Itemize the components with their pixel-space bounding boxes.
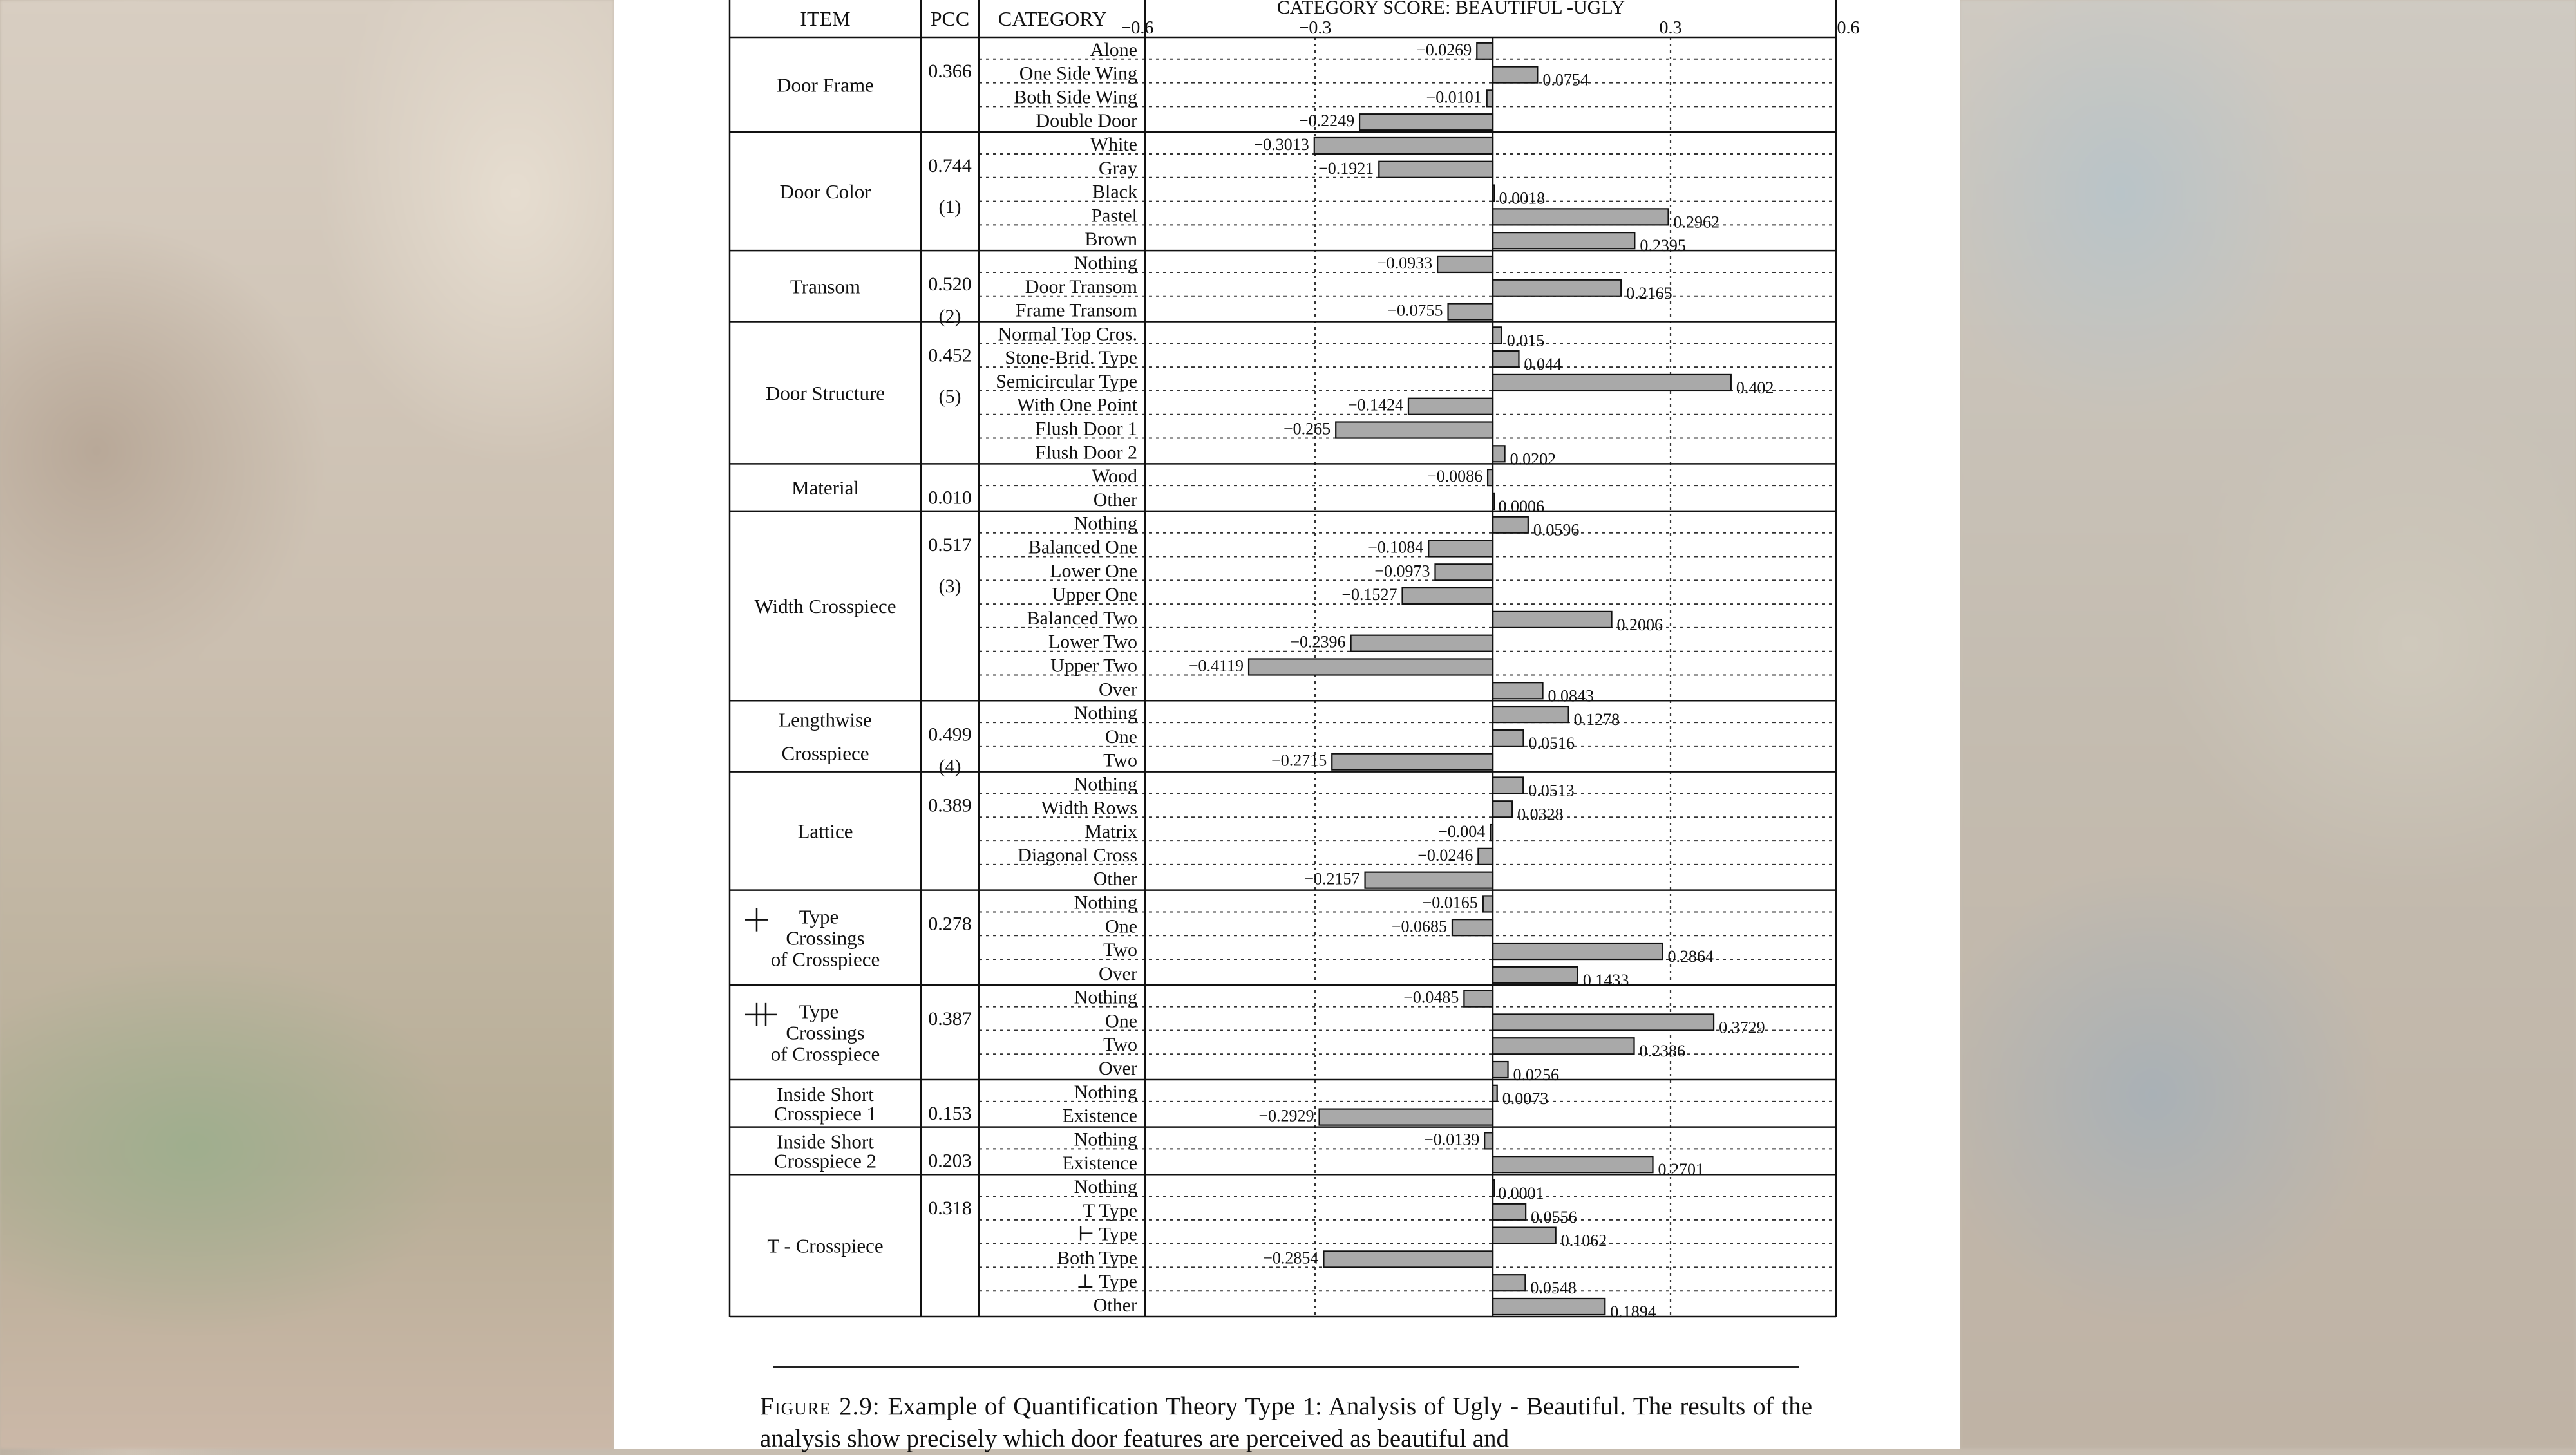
bar	[1484, 1132, 1493, 1149]
item-label: of Crosspiece	[770, 948, 880, 971]
value-label: 0.2864	[1667, 947, 1714, 966]
bar	[1437, 256, 1493, 272]
bar	[1249, 659, 1493, 675]
category-label: Two	[1103, 939, 1137, 961]
category-label: Alone	[1090, 39, 1137, 61]
category-label: Nothing	[1074, 702, 1137, 724]
value-label: −0.0755	[1387, 301, 1443, 320]
value-label: −0.1424	[1347, 395, 1403, 415]
value-label: −0.265	[1283, 419, 1331, 438]
item-label: Crosspiece 2	[773, 1149, 877, 1172]
value-label: −0.4119	[1188, 656, 1244, 675]
category-label: Both Type	[1057, 1247, 1137, 1269]
value-label: 0.0328	[1517, 805, 1564, 824]
value-label: −0.0685	[1391, 917, 1447, 936]
value-label: −0.0101	[1426, 88, 1482, 107]
value-label: −0.2396	[1290, 632, 1346, 652]
category-label: Upper One	[1052, 584, 1137, 606]
value-label: −0.004	[1438, 822, 1486, 841]
header-category: CATEGORY	[998, 7, 1107, 30]
value-label: −0.0269	[1416, 40, 1472, 59]
pcc-value: 0.203	[928, 1150, 972, 1172]
pcc-value: 0.278	[928, 913, 972, 935]
value-label: 0.0018	[1499, 189, 1546, 208]
value-label: 0.0516	[1528, 733, 1575, 753]
value-label: −0.1084	[1368, 538, 1424, 557]
bar	[1493, 1062, 1508, 1078]
value-label: −0.2854	[1263, 1248, 1319, 1268]
bar	[1365, 872, 1493, 888]
value-label: 0.1433	[1582, 970, 1629, 990]
value-label: −0.0973	[1374, 561, 1430, 581]
category-label: Lower One	[1050, 560, 1137, 582]
value-label: 0.044	[1524, 355, 1562, 374]
category-label: With One Point	[1016, 394, 1137, 416]
value-label: 0.0006	[1498, 496, 1545, 516]
chart-title: CATEGORY SCORE: BEAUTIFUL -UGLY	[1276, 0, 1625, 18]
pcc-value: 0.010	[928, 487, 972, 509]
category-label: Normal Top Cros.	[998, 323, 1137, 345]
value-label: −0.0246	[1417, 845, 1473, 865]
pcc-rank: (2)	[938, 305, 961, 327]
x-tick-label: 0.3	[1659, 18, 1682, 38]
category-label: Other	[1093, 489, 1137, 511]
pcc-value: 0.520	[928, 274, 972, 296]
category-label: Two	[1103, 749, 1137, 771]
value-label: −0.0165	[1422, 893, 1478, 912]
bar	[1351, 635, 1493, 652]
category-label: Balanced One	[1028, 536, 1137, 558]
item-label: Lengthwise	[779, 708, 872, 731]
item-label: Crosspiece	[781, 742, 869, 765]
category-label: Nothing	[1074, 892, 1137, 914]
category-label: Brown	[1084, 229, 1137, 250]
bar	[1408, 399, 1493, 415]
value-label: 0.0073	[1502, 1089, 1549, 1108]
category-label: Flush Door 2	[1035, 442, 1137, 464]
category-label: Balanced Two	[1027, 607, 1137, 629]
value-label: 0.0843	[1548, 686, 1595, 706]
item-label: Door Color	[779, 180, 871, 203]
category-label: Over	[1099, 1058, 1137, 1080]
item-label: Crosspiece 1	[773, 1102, 877, 1125]
value-label: −0.3013	[1253, 135, 1309, 154]
bar	[1314, 138, 1493, 154]
bar	[1448, 304, 1493, 320]
bar	[1493, 1275, 1525, 1291]
category-label: T Type	[1083, 1199, 1137, 1221]
category-label: Over	[1099, 962, 1137, 984]
category-label: Pastel	[1091, 205, 1137, 227]
figure-caption	[760, 1391, 1812, 1455]
category-label: Nothing	[1074, 252, 1137, 274]
bar	[1493, 375, 1731, 391]
value-label: 0.3729	[1719, 1018, 1765, 1037]
item-label: Type	[799, 905, 839, 928]
bar	[1493, 1014, 1714, 1030]
value-label: 0.2165	[1626, 283, 1672, 303]
figure-caption-text: Example of Quantification Theory Type 1: Analysis of Ugly - Beautiful. The results of the analysis show precisely which door features are perceived as beautiful and	[760, 1393, 1813, 1452]
value-label: 0.0754	[1542, 70, 1589, 89]
pcc-value: 0.318	[928, 1197, 972, 1219]
item-label: T - Crosspiece	[767, 1234, 884, 1257]
value-label: −0.1527	[1341, 585, 1397, 605]
value-label: 0.2701	[1658, 1160, 1704, 1179]
bar	[1428, 540, 1493, 556]
category-label: Diagonal Cross	[1018, 844, 1137, 866]
x-tick-label: −0.6	[1121, 18, 1154, 38]
value-label: 0.1278	[1573, 710, 1620, 729]
category-label: Upper Two	[1050, 655, 1137, 677]
category-label: Stone-Brid. Type	[1005, 347, 1137, 369]
bar	[1336, 422, 1493, 438]
value-label: 0.402	[1736, 378, 1774, 397]
item-label: Crossings	[786, 1021, 865, 1044]
bar	[1323, 1251, 1493, 1267]
bar	[1320, 1109, 1493, 1125]
bar	[1493, 730, 1523, 746]
x-tick-label: 0.6	[1837, 18, 1860, 38]
value-label: −0.2249	[1298, 111, 1355, 131]
value-label: 0.0202	[1510, 449, 1557, 469]
item-label: Inside Short	[777, 1082, 874, 1105]
pcc-value: 0.744	[928, 155, 972, 177]
bar	[1493, 446, 1505, 462]
item-label: Type	[799, 1000, 839, 1023]
category-label: Nothing	[1074, 512, 1137, 534]
category-label: Over	[1099, 679, 1137, 700]
category-label: Nothing	[1074, 1129, 1137, 1150]
category-label: Existence	[1062, 1105, 1137, 1127]
value-label: −0.0086	[1426, 467, 1483, 486]
category-label: Two	[1103, 1034, 1137, 1056]
bar	[1379, 162, 1493, 178]
value-label: 0.2386	[1639, 1042, 1686, 1061]
value-label: 0.1062	[1560, 1231, 1607, 1250]
bar	[1493, 1204, 1526, 1220]
pcc-value: 0.499	[928, 724, 972, 746]
category-label: Width Rows	[1041, 797, 1137, 819]
value-label: −0.0485	[1403, 988, 1459, 1007]
category-label: White	[1090, 133, 1137, 155]
value-label: 0.0001	[1498, 1184, 1544, 1203]
category-label: Flush Door 1	[1035, 418, 1137, 440]
bar	[1493, 777, 1523, 793]
bar	[1493, 327, 1502, 343]
category-label: One Side Wing	[1019, 62, 1137, 84]
bar	[1493, 1299, 1605, 1315]
value-label: −0.2715	[1271, 751, 1327, 770]
item-label: of Crosspiece	[770, 1042, 880, 1065]
category-label: Existence	[1062, 1152, 1137, 1174]
category-label: ⊥ Type	[1076, 1271, 1137, 1293]
value-label: −0.2157	[1304, 869, 1360, 888]
category-label: Black	[1092, 181, 1137, 203]
item-label: Lattice	[797, 820, 853, 843]
item-label: Transom	[790, 275, 861, 298]
category-label: Gray	[1099, 157, 1137, 179]
bar	[1332, 754, 1493, 770]
value-label: 0.0548	[1530, 1279, 1577, 1298]
category-label: Double Door	[1036, 110, 1137, 132]
bar	[1493, 943, 1662, 959]
category-label: Nothing	[1074, 1176, 1137, 1198]
category-label: Nothing	[1074, 773, 1137, 795]
category-label: Other	[1093, 868, 1137, 890]
value-label: 0.2006	[1616, 615, 1663, 634]
header-item: ITEM	[800, 7, 851, 30]
pcc-value: 0.366	[928, 61, 972, 82]
item-label: Width Crosspiece	[754, 595, 896, 618]
value-label: 0.015	[1506, 331, 1545, 350]
category-label: One	[1105, 915, 1137, 937]
bar	[1493, 1156, 1653, 1172]
figure-label: Figure 2.9:	[760, 1393, 880, 1420]
category-label: Frame Transom	[1015, 299, 1137, 321]
category-label: Semicircular Type	[996, 370, 1137, 392]
category-label: Nothing	[1074, 1081, 1137, 1103]
bar	[1452, 919, 1493, 935]
bar	[1493, 801, 1512, 817]
pcc-value: 0.517	[928, 534, 972, 556]
category-label: Wood	[1092, 465, 1137, 487]
category-label: Door Transom	[1025, 276, 1137, 297]
bar	[1493, 682, 1543, 699]
value-label: 0.2962	[1673, 212, 1720, 232]
category-label: Other	[1093, 1295, 1137, 1316]
item-label: Door Frame	[777, 73, 874, 97]
bar	[1478, 849, 1493, 865]
pcc-rank: (1)	[938, 196, 961, 218]
value-label: −0.0933	[1376, 253, 1433, 272]
bar	[1435, 564, 1493, 580]
bar	[1493, 232, 1634, 249]
bar	[1493, 67, 1537, 83]
category-label: Matrix	[1084, 821, 1137, 843]
category-label: One	[1105, 1010, 1137, 1032]
pcc-value: 0.389	[928, 794, 972, 816]
bar	[1483, 896, 1493, 912]
value-label: −0.2929	[1258, 1106, 1314, 1125]
pcc-rank: (5)	[938, 386, 961, 408]
category-label: Lower Two	[1048, 631, 1137, 653]
value-label: 0.0256	[1513, 1065, 1560, 1085]
bar	[1464, 991, 1493, 1007]
value-label: 0.1894	[1610, 1302, 1656, 1321]
bar	[1493, 967, 1578, 983]
item-label: Door Structure	[765, 381, 886, 404]
value-label: 0.0513	[1528, 781, 1575, 800]
bar	[1493, 280, 1621, 296]
bar	[1493, 1038, 1634, 1054]
pcc-value: 0.452	[928, 344, 972, 366]
bar	[1359, 114, 1493, 130]
bar	[1403, 588, 1493, 604]
pcc-rank: (3)	[938, 575, 961, 597]
x-tick-label: −0.3	[1298, 18, 1332, 38]
bar	[1493, 351, 1519, 367]
category-label: Nothing	[1074, 986, 1137, 1008]
category-label: One	[1105, 726, 1137, 747]
category-label: Both Side Wing	[1014, 86, 1137, 108]
value-label: 0.0556	[1531, 1207, 1577, 1226]
item-label: Material	[791, 476, 860, 500]
bar	[1487, 90, 1493, 106]
pcc-rank: (4)	[938, 755, 961, 777]
value-label: −0.0139	[1424, 1130, 1480, 1149]
item-label: Crossings	[786, 926, 865, 950]
bar	[1493, 706, 1569, 722]
value-label: −0.1921	[1318, 158, 1374, 178]
caption-divider	[773, 1366, 1799, 1368]
bar	[1493, 517, 1528, 533]
bar	[1493, 209, 1669, 225]
value-label: 0.2395	[1640, 236, 1686, 256]
pcc-value: 0.153	[928, 1103, 972, 1125]
category-label: ⊢ Type	[1077, 1223, 1137, 1245]
pcc-value: 0.387	[928, 1008, 972, 1029]
bar	[1493, 1228, 1556, 1244]
bar	[1477, 43, 1493, 59]
bar	[1493, 612, 1612, 628]
value-label: 0.0596	[1533, 520, 1580, 540]
item-label: Inside Short	[777, 1130, 874, 1153]
header-pcc: PCC	[930, 7, 970, 30]
